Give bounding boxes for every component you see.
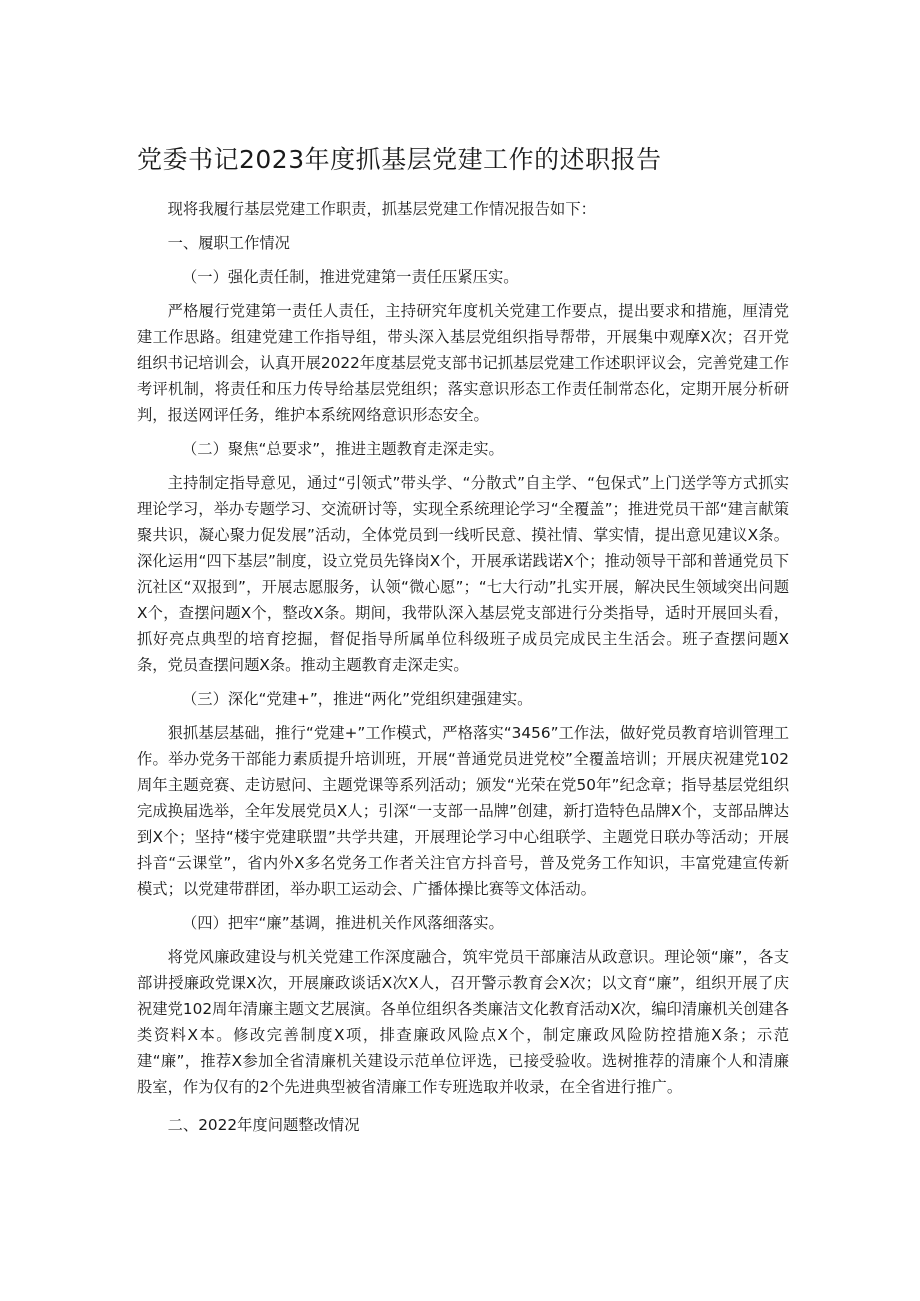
subsection-heading-4: （四）把牢“廉”基调，推进机关作风落细落实。 — [182, 914, 504, 932]
body-paragraph-1: 严格履行党建第一责任人责任，主持研究年度机关党建工作要点，提出要求和措施，厘清党建工作思路。组建党建工作指导组，带头深入基层党组织指导帮带，开展集中观摩X次；召开党组织书记培训会，认真开展2022年度基层党支部书记抓基层党建工作述职评议会，完善党建工作考评机制，将责任和压力传导给基层党组织；落实意识形态工作责任制常态化，定期开展分析研判，报送网评任务，维护本系统网络意识形态安全。 — [137, 302, 789, 424]
subsection-heading-1: （一）强化责任制，推进党建第一责任压紧压实。 — [182, 268, 519, 286]
section-heading-1: 一、履职工作情况 — [167, 234, 290, 252]
subsection-heading-3: （三）深化“党建+”，推进“两化”党组织建强建实。 — [182, 690, 533, 708]
section-heading-2: 二、2022年度问题整改情况 — [167, 1116, 360, 1134]
body-paragraph-2: 主持制定指导意见，通过“引领式”带头学、“分散式”自主学、“包保式”上门送学等方式抓实理论学习，举办专题学习、交流研讨等，实现全系统理论学习“全覆盖”；推进党员干部“建言献策聚共识，凝心聚力促发展”活动，全体党员到一线听民意、摸社情、掌实情，提出意见建议X条。深化运用“四下基层”制度，设立党员先锋岗X个，开展承诺践诺X个；推动领导干部和普通党员下沉社区“双报到”，开展志愿服务，认领“微心愿”；“七大行动”扎实开展，解决民生领域突出问题X个，查摆问题X个，整改X条。期间，我带队深入基层党支部进行分类指导，适时开展回头看，抓好亮点典型的培育挖掘，督促指导所属单位科级班子成员完成民主生活会。班子查摆问题X条，党员查摆问题X条。推动主题教育走深走实。 — [137, 474, 789, 674]
document-title: 党委书记2023年度抓基层党建工作的述职报告 — [137, 145, 662, 174]
body-paragraph-3: 狠抓基层基础，推行“党建+”工作模式，严格落实“3456”工作法，做好党员教育培训管理工作。举办党务干部能力素质提升培训班，开展“普通党员进党校”全覆盖培训；开展庆祝建党102周年主题竞赛、走访慰问、主题党课等系列活动；颁发“光荣在党50年”纪念章；指导基层党组织完成换届选举，全年发展党员X人；引深“一支部一品牌”创建，新打造特色品牌X个，支部品牌达到X个；坚持“楼宇党建联盟”共学共建，开展理论学习中心组联学、主题党日联办等活动；开展抖音“云课堂”，省内外X多名党务工作者关注官方抖音号，普及党务工作知识，丰富党建宣传新模式；以党建带群团，举办职工运动会、广播体操比赛等文体活动。 — [137, 724, 789, 898]
subsection-heading-2: （二）聚焦“总要求”，推进主题教育走深走实。 — [182, 440, 504, 458]
body-paragraph-4: 将党风廉政建设与机关党建工作深度融合，筑牢党员干部廉洁从政意识。理论领“廉”，各支部讲授廉政党课X次，开展廉政谈话X次X人，召开警示教育会X次；以文育“廉”，组织开展了庆祝建党102周年清廉主题文艺展演。各单位组织各类廉洁文化教育活动X次，编印清廉机关创建各类资料X本。修改完善制度X项，排查廉政风险点X个，制定廉政风险防控措施X条；示范建“廉”，推荐X参加全省清廉机关建设示范单位评选，已接受验收。选树推荐的清廉个人和清廉股室，作为仅有的2个先进典型被省清廉工作专班选取并收录，在全省进行推广。 — [137, 948, 789, 1096]
intro-paragraph: 现将我履行基层党建工作职责，抓基层党建工作情况报告如下： — [167, 200, 596, 218]
document-page — [137, 140, 789, 1138]
